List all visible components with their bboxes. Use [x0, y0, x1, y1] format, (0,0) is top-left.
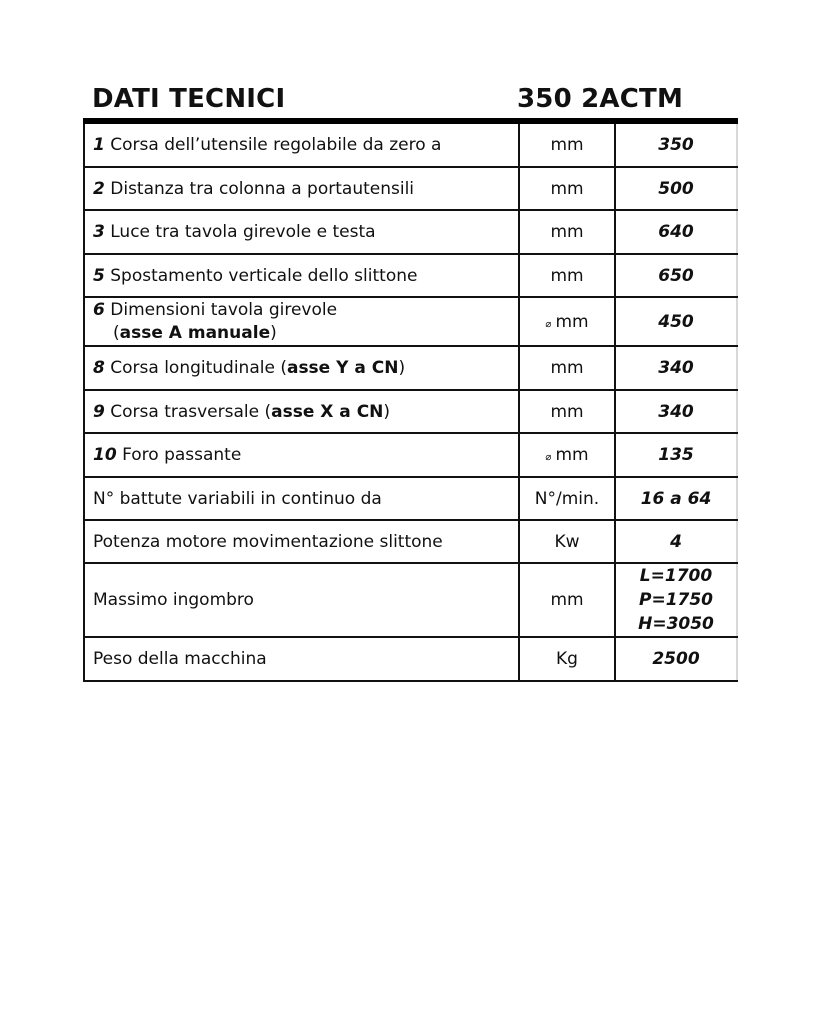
row-value: 350 [615, 124, 737, 167]
spec-table [83, 124, 738, 682]
row-unit: ⌀ mm [519, 433, 615, 477]
table-row [84, 477, 737, 520]
row-value: 640 [615, 210, 737, 254]
row-description: 9 Corsa trasversale (asse X a CN) [84, 390, 519, 433]
row-unit: N°/min. [519, 477, 615, 520]
row-description: 1 Corsa dell’utensile regolabile da zero a [84, 124, 519, 167]
row-description: Massimo ingombro [84, 563, 519, 637]
page-title: DATI TECNICI [92, 84, 286, 114]
row-description: Potenza motore movimentazione slittone [84, 520, 519, 563]
table-row [84, 210, 737, 254]
row-value: 4 [615, 520, 737, 563]
row-unit: mm [519, 254, 615, 297]
row-value: 135 [615, 433, 737, 477]
diameter-icon: ⌀ [545, 452, 552, 463]
row-description: 5 Spostamento verticale dello slittone [84, 254, 519, 297]
model-name: 350 2ACTM [517, 84, 684, 114]
row-value: 450 [615, 297, 737, 346]
row-value: 340 [615, 346, 737, 390]
row-value: 650 [615, 254, 737, 297]
row-value: 500 [615, 167, 737, 210]
table-row [84, 563, 737, 637]
table-row [84, 167, 737, 210]
row-description: 8 Corsa longitudinale (asse Y a CN) [84, 346, 519, 390]
row-unit: mm [519, 124, 615, 167]
row-unit: mm [519, 346, 615, 390]
row-unit: mm [519, 210, 615, 254]
title-row [92, 84, 702, 118]
row-unit: mm [519, 563, 615, 637]
row-unit: Kg [519, 637, 615, 681]
table-row [84, 297, 737, 346]
row-value: 2500 [615, 637, 737, 681]
table-row [84, 254, 737, 297]
row-description-sub: (asse A manuale) [113, 322, 277, 343]
row-description: 2 Distanza tra colonna a portautensili [84, 167, 519, 210]
row-description: Peso della macchina [84, 637, 519, 681]
table-row [84, 390, 737, 433]
table-row [84, 433, 737, 477]
row-value: 16 a 64 [615, 477, 737, 520]
row-unit: mm [519, 167, 615, 210]
table-row [84, 124, 737, 167]
row-value: L=1700 P=1750 H=3050 [615, 563, 737, 637]
row-description: 10 Foro passante [84, 433, 519, 477]
row-value: 340 [615, 390, 737, 433]
row-description: N° battute variabili in continuo da [84, 477, 519, 520]
row-unit: mm [519, 390, 615, 433]
row-description: 3 Luce tra tavola girevole e testa [84, 210, 519, 254]
table-row [84, 520, 737, 563]
table-row [84, 637, 737, 681]
diameter-icon: ⌀ [545, 318, 552, 330]
row-unit: Kw [519, 520, 615, 563]
row-description: 6 Dimensioni tavola girevole (asse A manuale) [84, 297, 519, 346]
table-row [84, 346, 737, 390]
row-unit: ⌀ mm [519, 297, 615, 346]
